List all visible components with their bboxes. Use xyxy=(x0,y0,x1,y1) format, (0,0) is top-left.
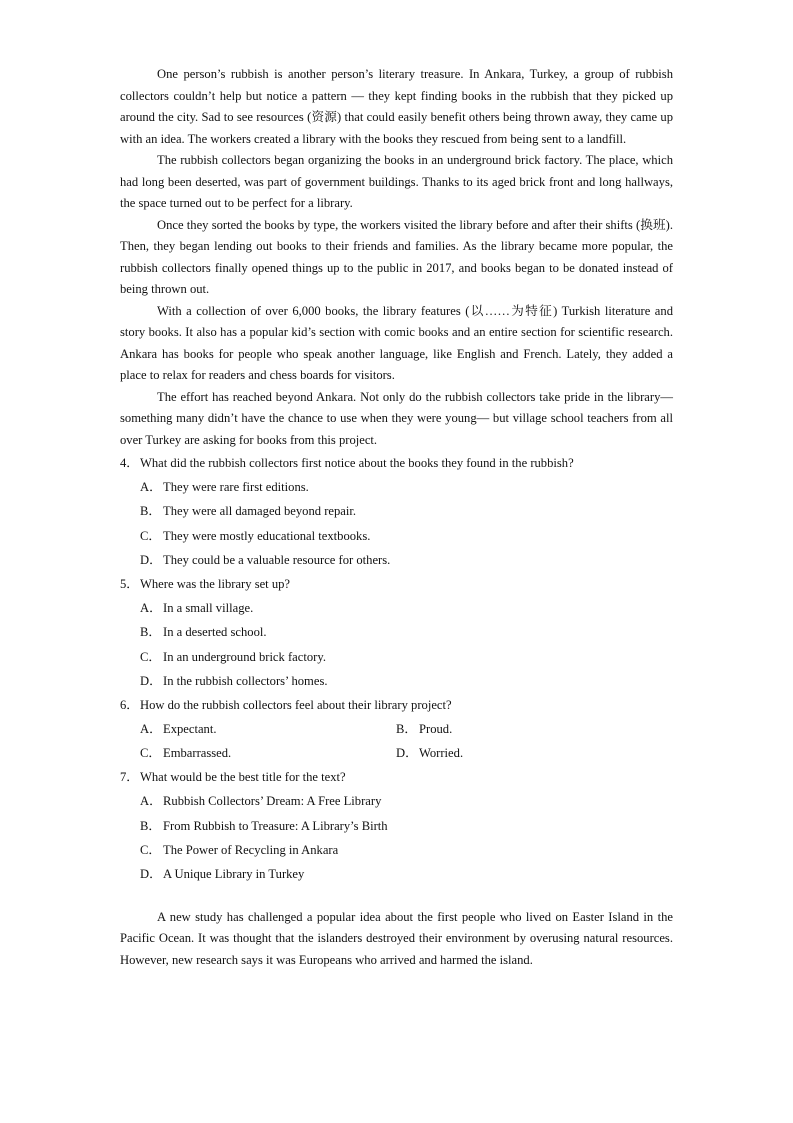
question-number: 4． xyxy=(120,456,139,470)
question-number: 5． xyxy=(120,577,139,592)
section-gap xyxy=(120,887,673,907)
question-text: What did the rubbish collectors first notice about the books they found in the rubbish? xyxy=(140,456,574,470)
option-letter: D． xyxy=(396,746,418,761)
option-letter: D． xyxy=(140,867,162,882)
option-text: A Unique Library in Turkey xyxy=(163,867,305,882)
option-letter: C． xyxy=(140,649,161,664)
passage1-paragraph-5: The effort has reached beyond Ankara. Not only do the rubbish collectors take pride in the library— something many didn’t have the chance to use when they were young— but village school teachers from all over Turkey are asking for books from this project. xyxy=(120,389,673,447)
option-text: They could be a valuable resource for others. xyxy=(163,552,391,567)
option-text: The Power of Recycling in Ankara xyxy=(163,842,339,857)
option-a[interactable] xyxy=(120,789,673,813)
option-letter: D． xyxy=(140,674,162,689)
worksheet-page xyxy=(120,64,673,971)
option-b[interactable] xyxy=(120,499,673,523)
option-a[interactable] xyxy=(140,717,396,741)
option-c[interactable] xyxy=(140,741,396,765)
option-b[interactable] xyxy=(120,620,673,644)
option-row xyxy=(120,741,673,765)
option-letter: A． xyxy=(140,601,162,616)
option-letter: B． xyxy=(396,722,417,737)
passage1-paragraph-2: The rubbish collectors began organizing the books in an underground brick factory. The place, which had long been deserted, was part of government buildings. Thanks to its aged brick front and long hallways, the space turned out to be perfect for a library. xyxy=(120,153,673,210)
option-row xyxy=(120,717,673,741)
option-d[interactable] xyxy=(120,548,673,572)
option-text: Worried. xyxy=(419,746,464,761)
option-text: In a deserted school. xyxy=(163,625,267,640)
option-letter: A． xyxy=(140,794,162,809)
option-letter: C． xyxy=(140,842,161,857)
option-c[interactable] xyxy=(120,524,673,548)
option-letter: A． xyxy=(140,480,162,494)
passage1-paragraph-1: One person’s rubbish is another person’s literary treasure. In Ankara, Turkey, a group of rubbish collectors couldn’t help but notice a pattern — they kept finding books in the rubbish that they picked up around the city. Sad to see resources (资源) that could easily benefit others being thrown away, they came up with an idea. The workers created a library with the books they rescued from being sent to a landfill. xyxy=(120,67,673,146)
option-b[interactable] xyxy=(120,814,673,838)
question-number: 7． xyxy=(120,770,139,785)
option-text: Embarrassed. xyxy=(163,746,232,761)
question-text: Where was the library set up? xyxy=(140,577,291,592)
option-text: From Rubbish to Treasure: A Library’s Birth xyxy=(163,818,388,833)
option-letter: D． xyxy=(140,552,162,567)
option-text: They were mostly educational textbooks. xyxy=(163,528,371,543)
option-b[interactable] xyxy=(396,717,652,741)
option-text: Rubbish Collectors’ Dream: A Free Library xyxy=(163,794,382,809)
option-d[interactable] xyxy=(120,862,673,886)
option-text: They were rare first editions. xyxy=(163,480,309,494)
question-7 xyxy=(120,765,673,789)
option-letter: B． xyxy=(140,625,161,640)
passage1-paragraph-3: Once they sorted the books by type, the workers visited the library before and after their shifts (换班). Then, they began lending out books to their friends and families. As the library became more popular, the rubbish collectors finally opened things up to the public in 2017, and books began to be donated instead of being thrown out. xyxy=(120,217,673,296)
question-5 xyxy=(120,572,673,596)
option-a[interactable] xyxy=(120,475,673,499)
question-text: What would be the best title for the text? xyxy=(140,770,346,785)
option-text: Expectant. xyxy=(163,722,217,737)
option-a[interactable] xyxy=(120,596,673,620)
question-6 xyxy=(120,693,673,717)
question-number: 6． xyxy=(120,698,139,713)
option-letter: C． xyxy=(140,528,161,543)
question-4 xyxy=(120,451,673,475)
option-text: Proud. xyxy=(419,722,453,737)
option-letter: B． xyxy=(140,818,161,833)
option-text: In an underground brick factory. xyxy=(163,649,326,664)
passage1-paragraph-4: With a collection of over 6,000 books, the library features (以……为特征) Turkish literature and story books. It also has a popular kid’s section with comic books and an entire section for scientific research. Ankara has books for people who speak another language, like English and French. Lately, they added a place to relax for readers and chess boards for visitors. xyxy=(120,303,673,382)
option-d[interactable] xyxy=(120,669,673,693)
question-text: How do the rubbish collectors feel about their library project? xyxy=(140,698,452,713)
passage2-paragraph-1: A new study has challenged a popular idea about the first people who lived on Easter Island in the Pacific Ocean. It was thought that the islanders destroyed their environment by overusing natural resources. However, new research says it was Europeans who arrived and harmed the island. xyxy=(120,909,673,967)
option-letter: B． xyxy=(140,504,161,519)
option-text: In a small village. xyxy=(163,601,254,616)
option-letter: A． xyxy=(140,722,162,737)
option-text: In the rubbish collectors’ homes. xyxy=(163,674,328,689)
option-c[interactable] xyxy=(120,838,673,862)
option-d[interactable] xyxy=(396,741,652,765)
option-letter: C． xyxy=(140,746,161,761)
option-c[interactable] xyxy=(120,645,673,669)
option-text: They were all damaged beyond repair. xyxy=(163,504,357,519)
